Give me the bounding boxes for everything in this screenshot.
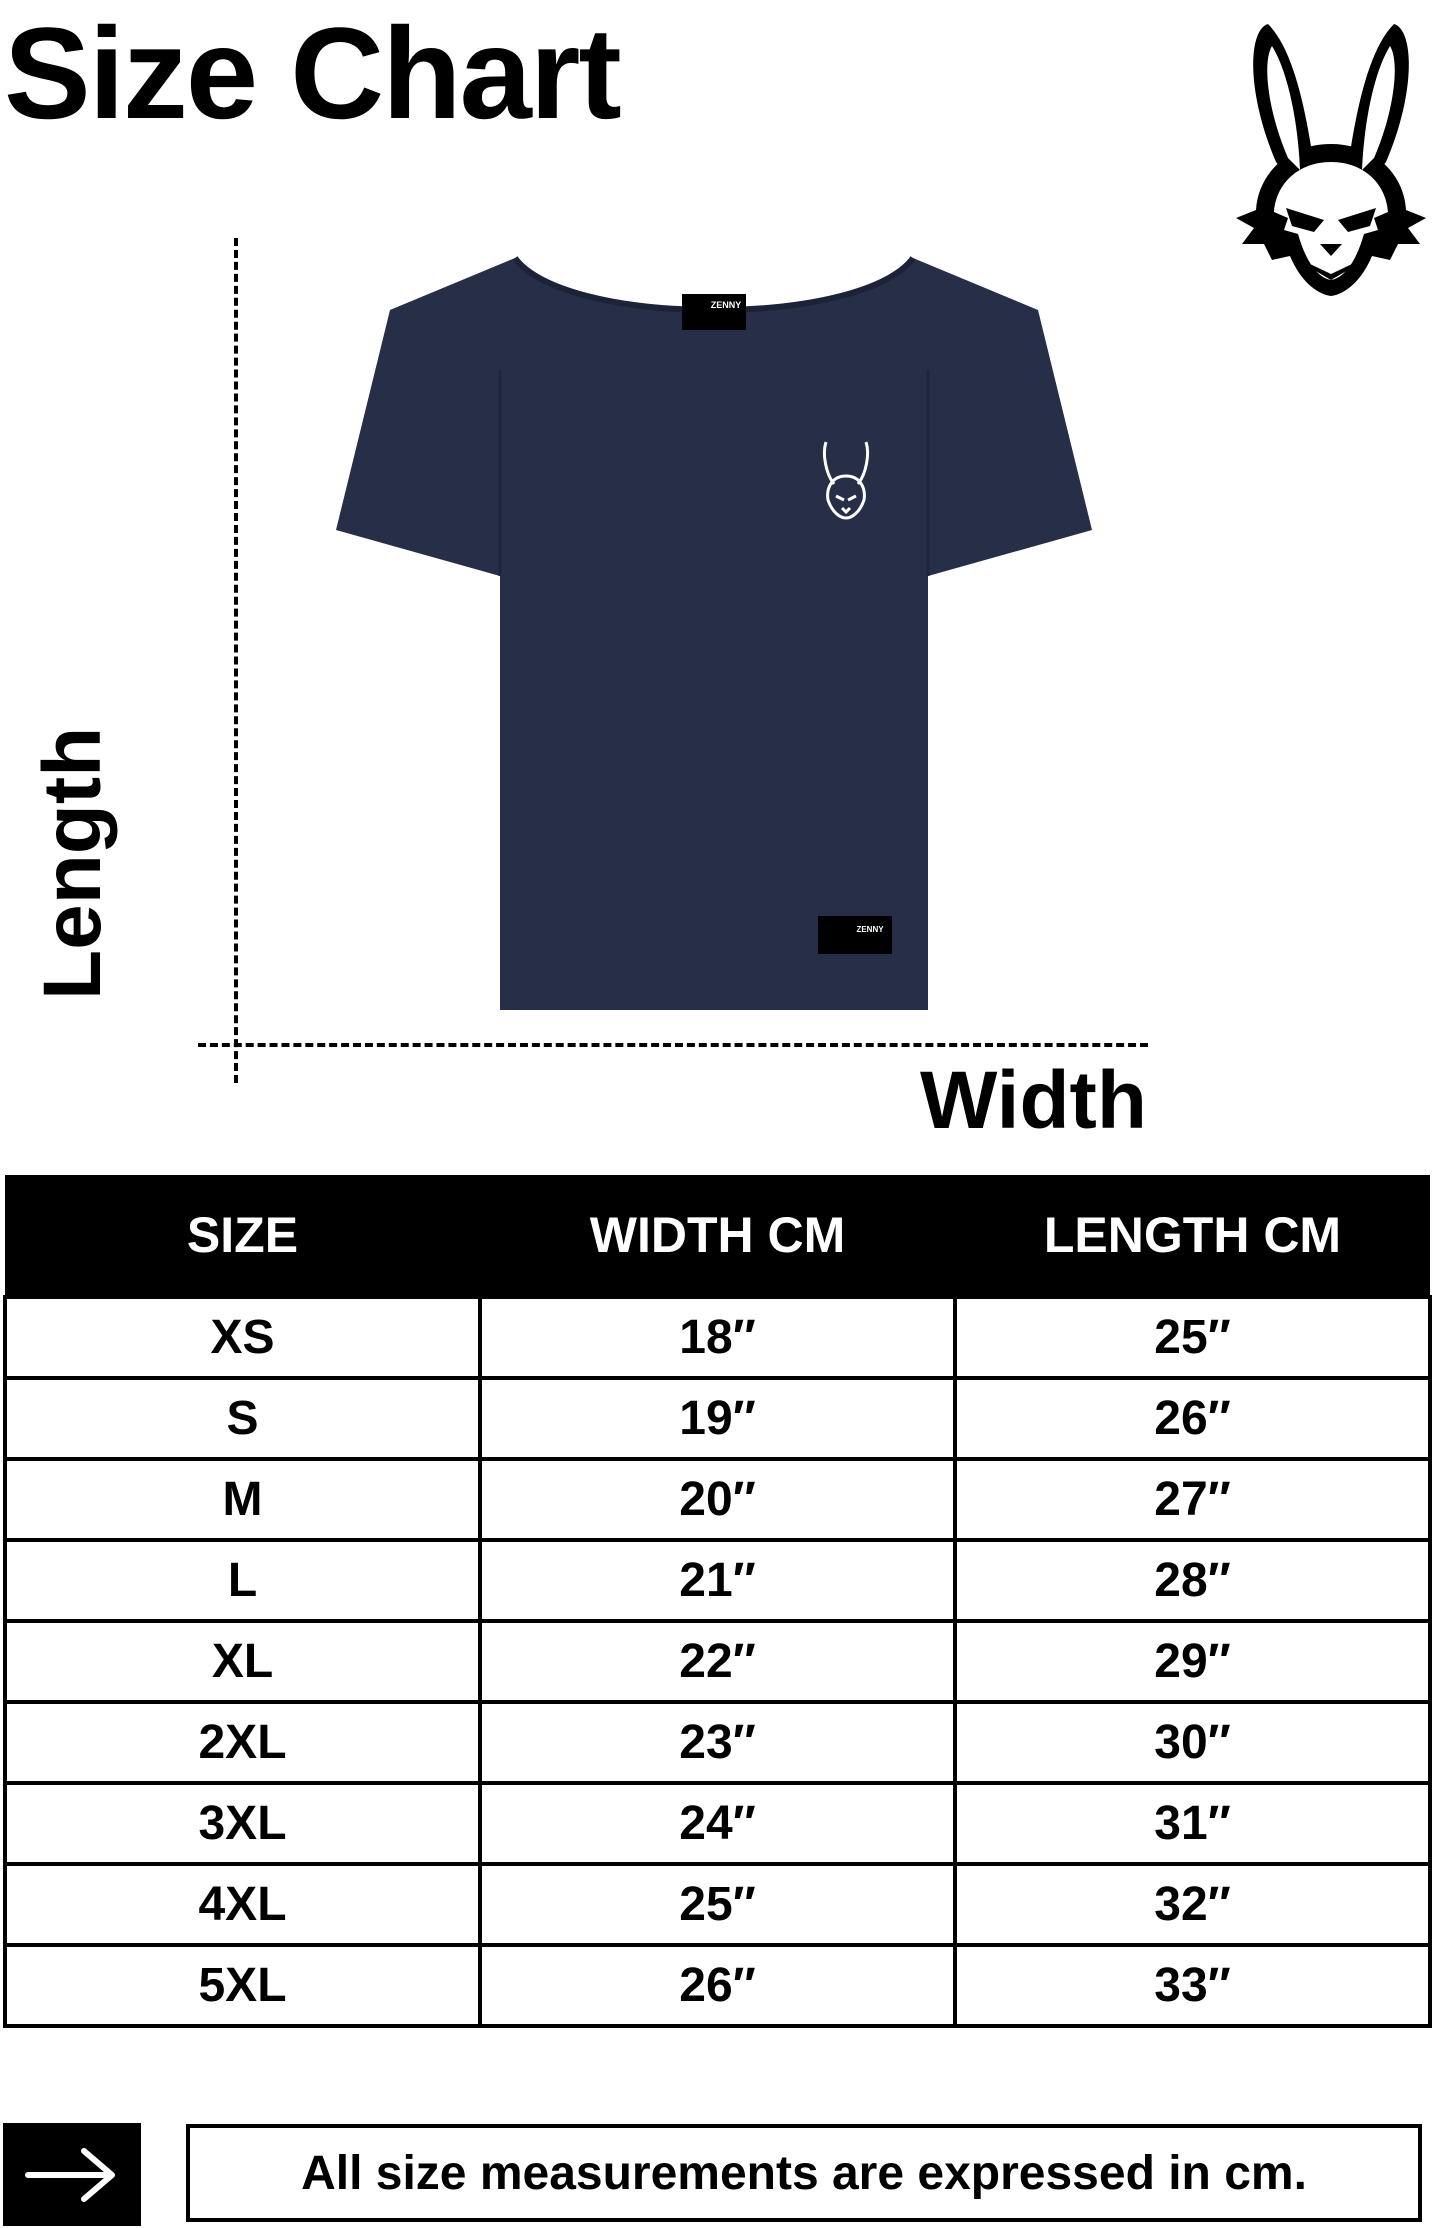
table-row xyxy=(5,1864,1430,1945)
size-table xyxy=(3,1175,1432,2028)
length-cell: 28″ xyxy=(955,1540,1430,1621)
width-guide-line xyxy=(198,1043,1148,1047)
width-cell: 18″ xyxy=(480,1297,955,1378)
length-cell: 29″ xyxy=(955,1621,1430,1702)
size-cell: M xyxy=(5,1459,480,1540)
size-cell: 2XL xyxy=(5,1702,480,1783)
column-header-length: LENGTH CM xyxy=(955,1175,1430,1297)
tshirt-illustration xyxy=(330,250,1098,1010)
footer-arrow-box xyxy=(3,2123,141,2226)
length-cell: 31″ xyxy=(955,1783,1430,1864)
size-cell: 4XL xyxy=(5,1864,480,1945)
size-cell: 5XL xyxy=(5,1945,480,2026)
column-header-width: WIDTH CM xyxy=(480,1175,955,1297)
width-cell: 24″ xyxy=(480,1783,955,1864)
svg-text:ZENNY: ZENNY xyxy=(710,300,742,310)
arrow-right-icon xyxy=(22,2145,122,2205)
table-row xyxy=(5,1945,1430,2026)
rabbit-logo-icon xyxy=(1228,12,1434,302)
width-cell: 20″ xyxy=(480,1459,955,1540)
size-cell: XS xyxy=(5,1297,480,1378)
column-header-size: SIZE xyxy=(5,1175,480,1297)
table-header-row xyxy=(5,1175,1430,1297)
width-cell: 26″ xyxy=(480,1945,955,2026)
size-cell: L xyxy=(5,1540,480,1621)
table-row xyxy=(5,1540,1430,1621)
width-cell: 21″ xyxy=(480,1540,955,1621)
length-cell: 33″ xyxy=(955,1945,1430,2026)
tshirt-body xyxy=(336,258,1092,1010)
width-cell: 23″ xyxy=(480,1702,955,1783)
length-cell: 26″ xyxy=(955,1378,1430,1459)
width-cell: 25″ xyxy=(480,1864,955,1945)
length-cell: 27″ xyxy=(955,1459,1430,1540)
table-row xyxy=(5,1459,1430,1540)
width-label: Width xyxy=(920,1055,1147,1146)
width-cell: 22″ xyxy=(480,1621,955,1702)
table-row xyxy=(5,1621,1430,1702)
table-row xyxy=(5,1378,1430,1459)
table-row xyxy=(5,1297,1430,1378)
length-label: Length xyxy=(27,726,118,1000)
size-cell: XL xyxy=(5,1621,480,1702)
table-row xyxy=(5,1783,1430,1864)
length-cell: 32″ xyxy=(955,1864,1430,1945)
length-cell: 25″ xyxy=(955,1297,1430,1378)
table-row xyxy=(5,1702,1430,1783)
measurement-note: All size measurements are expressed in cm. xyxy=(186,2124,1422,2222)
hem-label-text: ZENNY xyxy=(856,925,884,934)
page-title: Size Chart xyxy=(4,0,620,146)
size-cell: 3XL xyxy=(5,1783,480,1864)
length-cell: 30″ xyxy=(955,1702,1430,1783)
width-cell: 19″ xyxy=(480,1378,955,1459)
hem-label xyxy=(818,916,892,954)
size-cell: S xyxy=(5,1378,480,1459)
length-guide-line xyxy=(234,238,238,1083)
